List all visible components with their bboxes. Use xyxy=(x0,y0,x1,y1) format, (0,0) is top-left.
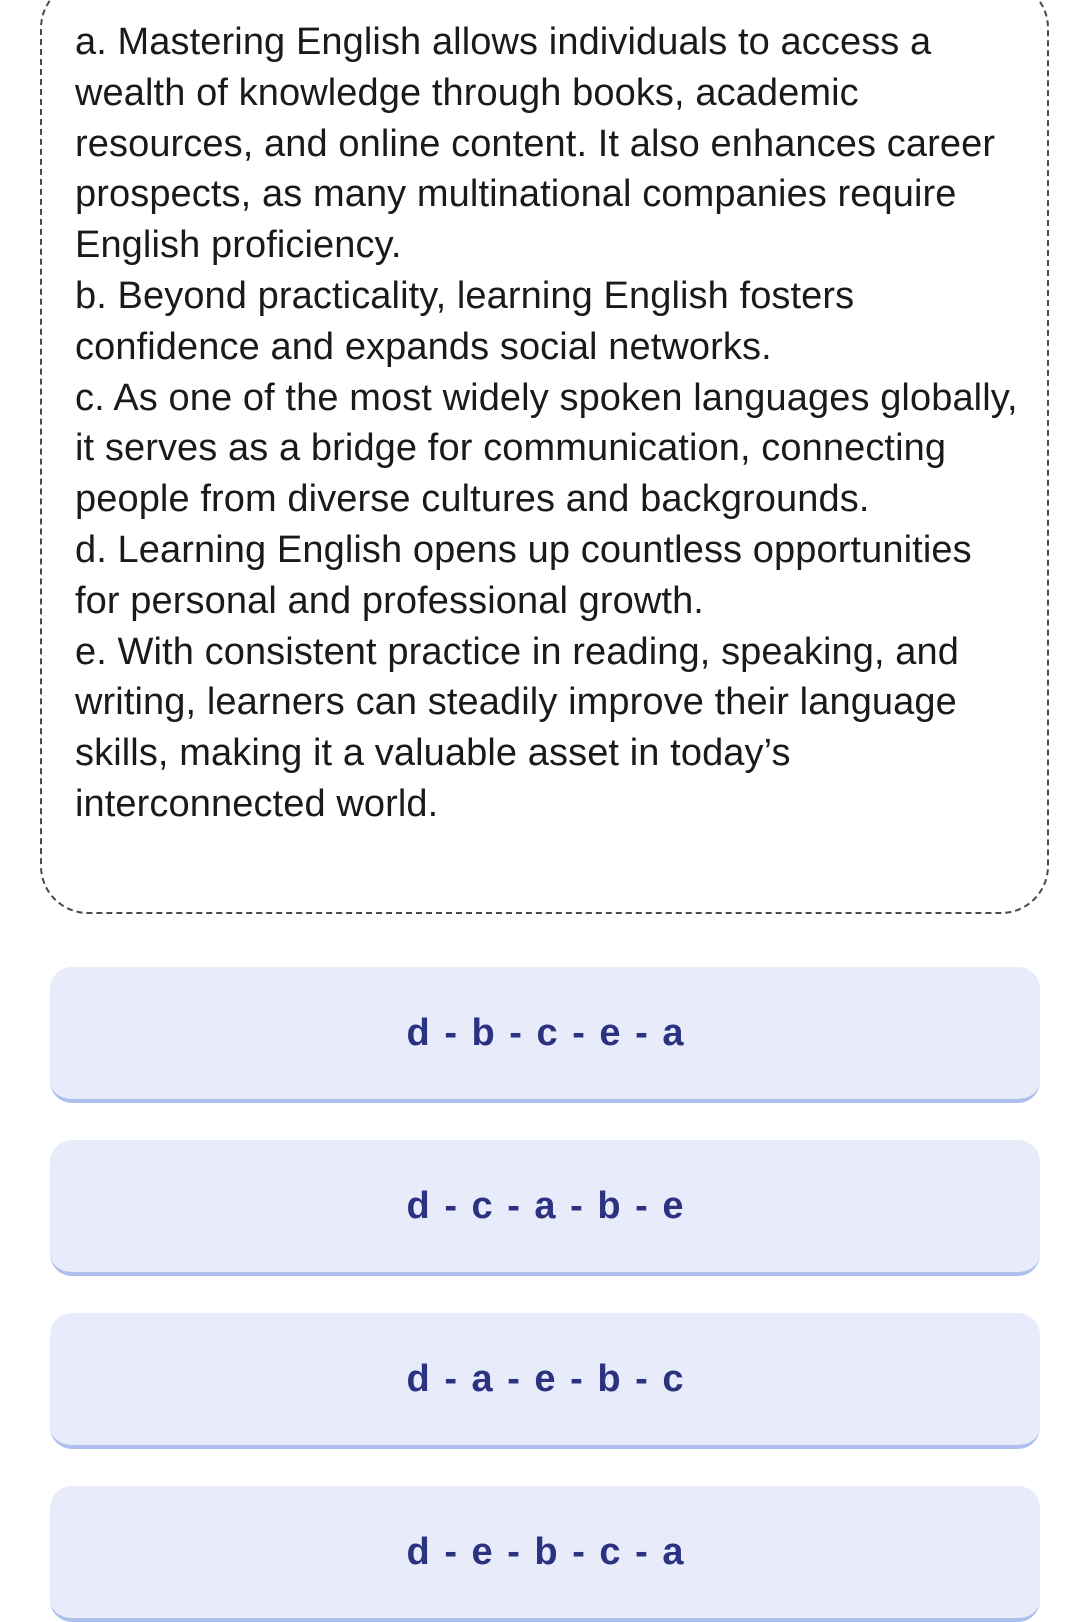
answer-options xyxy=(50,967,1040,1622)
answer-option-3[interactable]: d - a - e - b - c xyxy=(50,1313,1040,1449)
sentence-d: d. Learning English opens up countless opportunities for personal and professional growth. xyxy=(75,528,972,622)
sentence-b: b. Beyond practicality, learning English fosters confidence and expands social networks. xyxy=(75,274,855,368)
passage-sentence-list xyxy=(75,17,1025,830)
answer-option-4[interactable]: d - e - b - c - a xyxy=(50,1486,1040,1622)
answer-option-2[interactable]: d - c - a - b - e xyxy=(50,1140,1040,1276)
sentence-a: a. Mastering English allows individuals to access a wealth of knowledge through books, academic resources, and online content. It also enhances career prospects, as many multinational companies require English proficiency. xyxy=(75,21,996,267)
answer-option-1[interactable]: d - b - c - e - a xyxy=(50,967,1040,1103)
sentence-c: c. As one of the most widely spoken languages globally, it serves as a bridge for communication, connecting people from diverse cultures and backgrounds. xyxy=(75,376,1018,521)
sentence-e: e. With consistent practice in reading, speaking, and writing, learners can steadily improve their language skills, making it a valuable asset in today’s interconnected world. xyxy=(75,630,960,825)
